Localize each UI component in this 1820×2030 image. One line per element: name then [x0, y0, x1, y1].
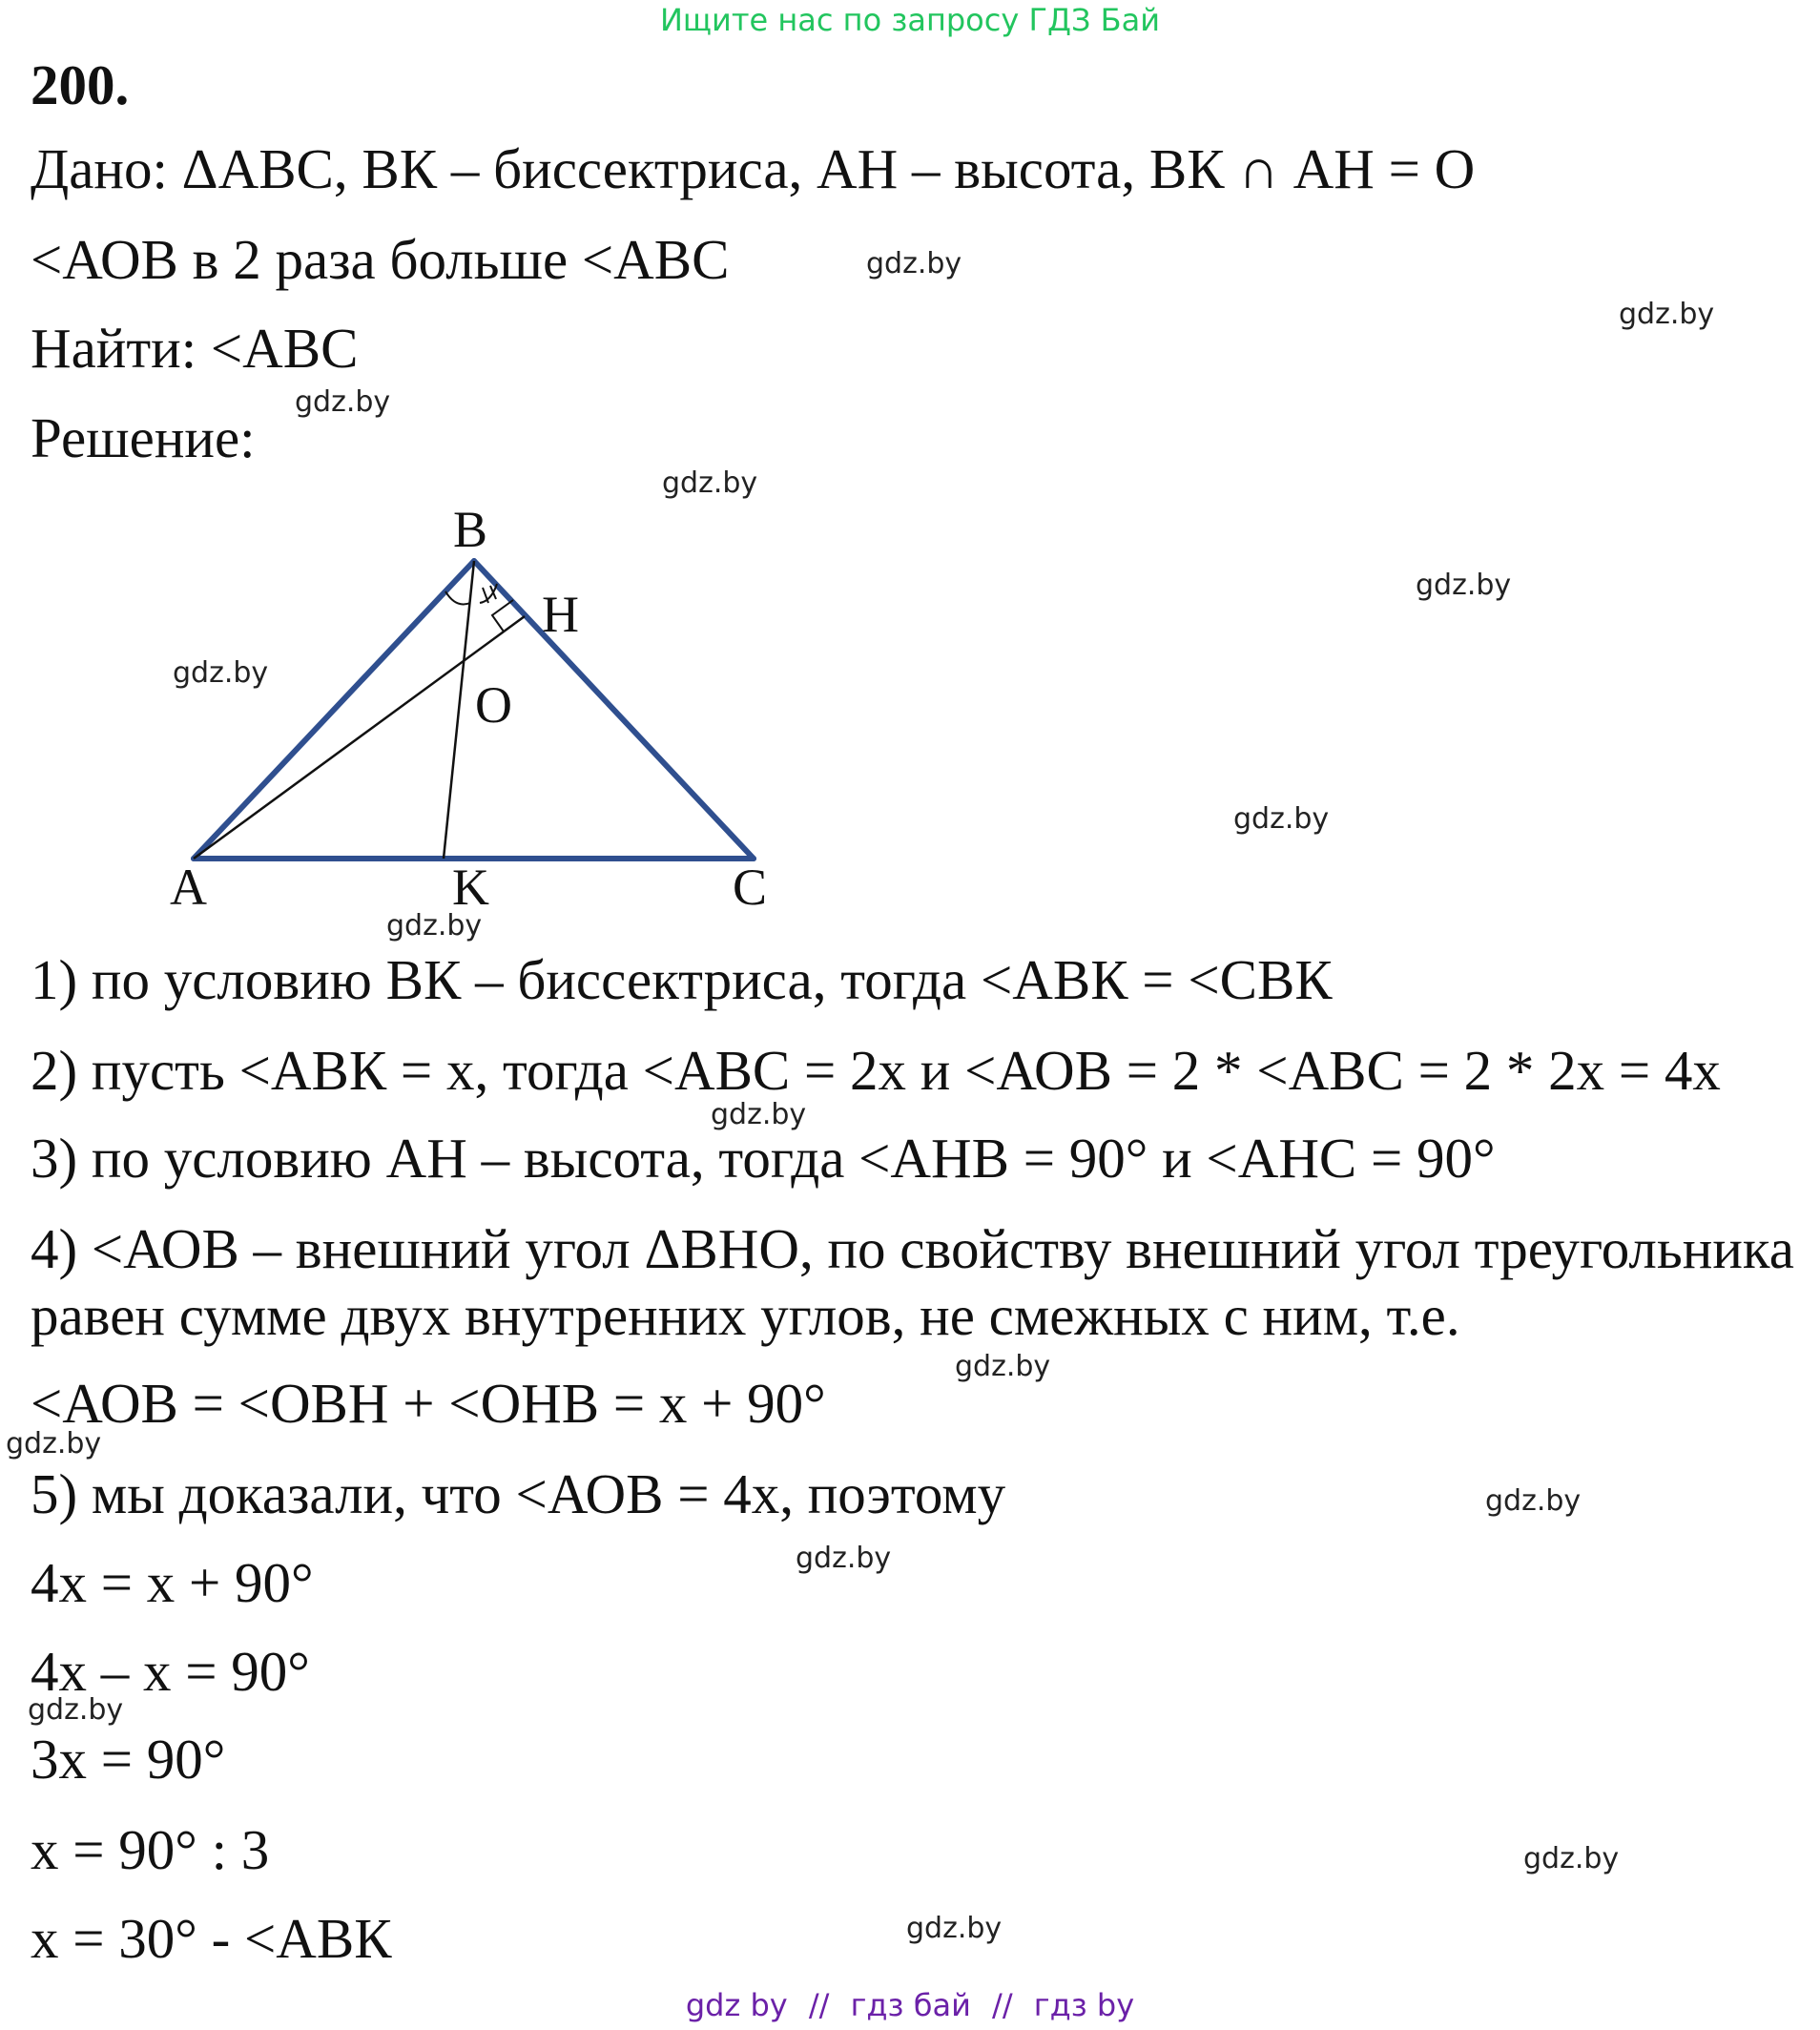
watermark: gdz.by — [796, 1542, 892, 1575]
footer-link-gdz-by[interactable]: gdz by — [685, 1987, 788, 2023]
side-ab — [194, 561, 474, 859]
label-o: O — [475, 676, 512, 734]
watermark: gdz.by — [173, 656, 269, 690]
given-line-2: <АОВ в 2 раза больше <АВС — [31, 228, 730, 291]
watermark: gdz.by — [866, 247, 962, 280]
equation-2: 4х – х = 90° — [31, 1640, 310, 1703]
equation-5: х = 30° - <АВК — [31, 1907, 392, 1970]
problem-number: 200. — [31, 53, 130, 116]
equation-4: х = 90° : 3 — [31, 1818, 270, 1881]
label-c: C — [733, 859, 768, 916]
label-a: A — [170, 859, 207, 916]
watermark: gdz.by — [1619, 298, 1715, 331]
step-2: 2) пусть <АВК = х, тогда <АВС = 2х и <АОВ = 2 * <АВС = 2 * 2х = 4х — [31, 1039, 1721, 1102]
triangle-figure — [0, 0, 1820, 954]
watermark: gdz.by — [906, 1912, 1003, 1945]
footer-separator: // — [992, 1987, 1013, 2023]
footer-links — [0, 1987, 1820, 2023]
watermark: gdz.by — [386, 909, 483, 942]
equation-1: 4х = х + 90° — [31, 1551, 314, 1614]
footer-separator: // — [808, 1987, 830, 2023]
watermark: gdz.by — [1523, 1842, 1620, 1875]
equation-3: 3х = 90° — [31, 1728, 226, 1791]
angle-arc-abk — [445, 591, 470, 605]
step-3: 3) по условию АН – высота, тогда <АНВ = 90° и <АНС = 90° — [31, 1127, 1496, 1190]
footer-link-gdz-bai[interactable]: гдз бай — [850, 1987, 971, 2023]
step-4-line-3: <АОВ = <ОВН + <ОНВ = х + 90° — [31, 1372, 826, 1435]
watermark: gdz.by — [711, 1098, 807, 1131]
label-b: B — [453, 501, 488, 558]
altitude-ah — [194, 616, 525, 859]
label-k: K — [452, 859, 489, 916]
side-bc — [474, 561, 754, 859]
watermark: gdz.by — [1233, 802, 1330, 836]
watermark: gdz.by — [295, 385, 391, 419]
top-banner[interactable]: Ищите нас по запросу ГДЗ Бай — [659, 2, 1161, 38]
step-5: 5) мы доказали, что <АОВ = 4х, поэтому — [31, 1462, 1006, 1525]
step-4-line-2: равен сумме двух внутренних углов, не смежных с ним, т.е. — [31, 1284, 1460, 1347]
solution-heading: Решение: — [31, 406, 256, 469]
watermark: gdz.by — [1416, 569, 1512, 602]
given-line-1: Дано: ΔАВС, ВК – биссектриса, АН – высота, ВК ∩ АН = О — [31, 137, 1476, 200]
watermark: gdz.by — [662, 466, 758, 500]
watermark: gdz.by — [28, 1693, 124, 1727]
footer-link-gdz-by-2[interactable]: гдз by — [1033, 1987, 1135, 2023]
label-h: H — [542, 586, 579, 643]
watermark: gdz.by — [955, 1350, 1051, 1383]
find-line: Найти: <АВС — [31, 317, 359, 380]
bisector-bk — [444, 561, 474, 859]
watermark: gdz.by — [6, 1427, 102, 1460]
watermark: gdz.by — [1485, 1484, 1582, 1518]
step-4-line-1: 4) <АОВ – внешний угол ΔВНО, по свойству внешний угол треугольника — [31, 1217, 1794, 1280]
step-1: 1) по условию ВК – биссектриса, тогда <АВК = <СВК — [31, 948, 1333, 1011]
